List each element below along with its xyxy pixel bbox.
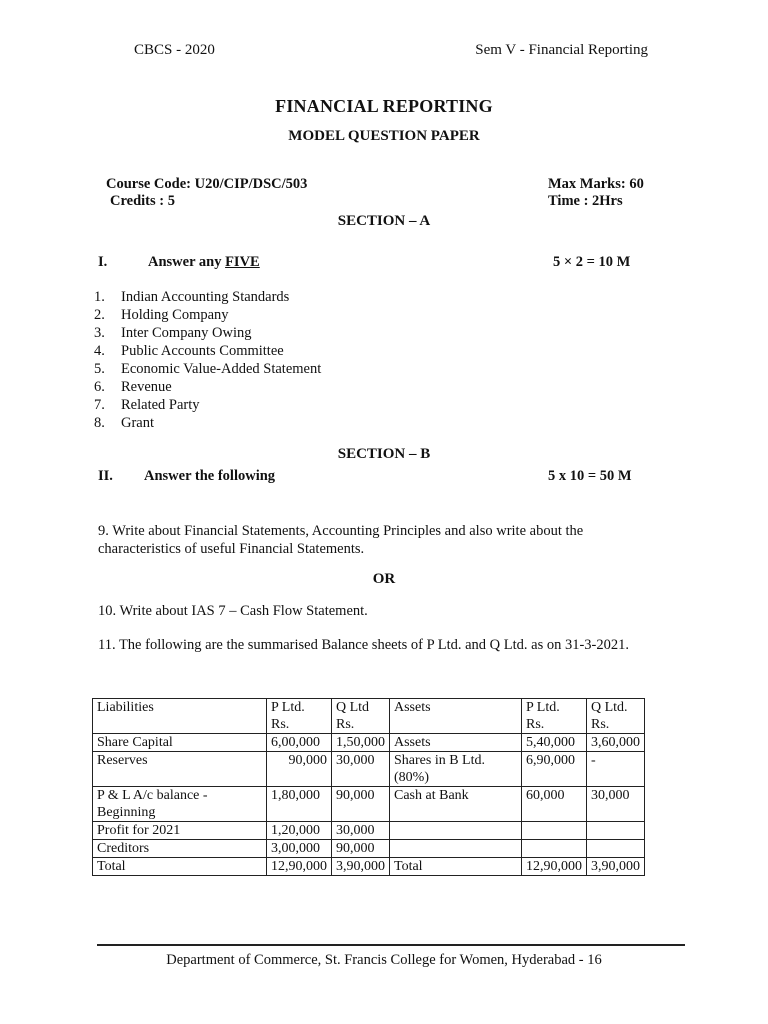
list-item-text: Grant [121,415,155,431]
header-right: Sem V - Financial Reporting [475,42,648,58]
table-cell: P & L A/c balance - Beginning [93,787,267,822]
table-cell: 3,90,000 [332,858,390,876]
table-cell: Profit for 2021 [93,822,267,840]
list-item-text: Economic Value-Added Statement [121,361,322,377]
table-cell: 5,40,000 [522,734,587,752]
instruction-emphasis: FIVE [225,254,260,270]
table-cell: 6,00,000 [267,734,332,752]
list-item-text: Related Party [121,397,200,413]
table-cell: Creditors [93,840,267,858]
table-cell: Assets [390,734,522,752]
table-row [93,840,645,858]
table-cell [587,822,645,840]
course-code: Course Code: U20/CIP/DSC/503 [106,176,308,192]
table-cell: Total [390,858,522,876]
question-number-1: I. [98,254,108,270]
max-marks: Max Marks: 60 [548,176,644,192]
list-item-number: 1. [94,289,105,305]
list-item-number: 7. [94,397,105,413]
footer-divider [97,944,685,946]
list-item-number: 8. [94,415,105,431]
list-item [94,342,321,360]
list-item-text: Inter Company Owing [121,325,252,341]
table-header-cell: Q Ltd Rs. [332,699,390,734]
table-cell: 3,00,000 [267,840,332,858]
list-item [94,288,321,306]
list-item [94,324,321,342]
table-cell [522,822,587,840]
list-item-number: 3. [94,325,105,341]
table-row [93,734,645,752]
paper-title: FINANCIAL REPORTING [275,96,493,116]
time-allowed: Time : 2Hrs [548,193,623,209]
table-cell: Reserves [93,752,267,787]
table-row [93,822,645,840]
table-header-row [93,699,645,734]
table-cell: 1,20,000 [267,822,332,840]
question-number-2: II. [98,468,113,484]
question-11: 11. The following are the summarised Balance sheets of P Ltd. and Q Ltd. as on 31-3-2021. [98,637,630,653]
list-item-text: Holding Company [121,307,229,323]
table-header-cell: P Ltd. Rs. [522,699,587,734]
instruction-prefix: Answer any [148,254,226,270]
table-cell [522,840,587,858]
list-item [94,360,321,378]
table-cell: 1,50,000 [332,734,390,752]
table-cell: 30,000 [332,752,390,787]
table-cell: 90,000 [332,840,390,858]
table-cell: Total [93,858,267,876]
table-row [93,787,645,822]
section-b-instruction: Answer the following [144,468,276,484]
footer-text: Department of Commerce, St. Francis College for Women, Hyderabad - 16 [166,952,602,968]
credits: Credits : 5 [110,193,175,209]
question-10: 10. Write about IAS 7 – Cash Flow Statement. [98,603,368,619]
section-b-marks: 5 x 10 = 50 M [548,468,632,484]
table-cell: 90,000 [267,752,332,787]
table-cell: 90,000 [332,787,390,822]
list-item-number: 6. [94,379,105,395]
table-cell: 3,90,000 [587,858,645,876]
short-answer-list [94,288,321,432]
table-cell [390,840,522,858]
table-cell: - [587,752,645,787]
list-item-text: Public Accounts Committee [121,343,284,359]
list-item-number: 2. [94,307,105,323]
question-9: 9. Write about Financial Statements, Accounting Principles and also write about the characteristics of useful Financial Statements. [98,523,584,557]
header-left: CBCS - 2020 [134,42,215,58]
table-header-cell: Q Ltd. Rs. [587,699,645,734]
table-cell: 30,000 [332,822,390,840]
list-item-number: 5. [94,361,105,377]
list-item [94,396,321,414]
section-a-instruction [148,254,260,271]
table-cell: 1,80,000 [267,787,332,822]
list-item-number: 4. [94,343,105,359]
list-item [94,378,321,396]
table-cell: 60,000 [522,787,587,822]
table-row [93,858,645,876]
table-cell: 3,60,000 [587,734,645,752]
table-cell: 6,90,000 [522,752,587,787]
table-cell: Share Capital [93,734,267,752]
list-item-text: Indian Accounting Standards [121,289,290,305]
table-cell: Shares in B Ltd. (80%) [390,752,522,787]
list-item [94,306,321,324]
table-cell [390,822,522,840]
list-item-text: Revenue [121,379,172,395]
section-b-heading: SECTION – B [337,446,431,462]
table-row [93,752,645,787]
table-header-cell: Assets [390,699,522,734]
section-a-heading: SECTION – A [337,213,431,229]
table-cell: 12,90,000 [522,858,587,876]
or-separator: OR [372,571,396,587]
table-cell [587,840,645,858]
table-header-cell: P Ltd. Rs. [267,699,332,734]
balance-sheet-table [92,698,645,876]
paper-subtitle: MODEL QUESTION PAPER [288,128,480,144]
table-header-cell: Liabilities [93,699,267,734]
section-a-marks: 5 × 2 = 10 M [553,254,631,270]
table-cell: Cash at Bank [390,787,522,822]
list-item [94,414,321,432]
table-cell: 30,000 [587,787,645,822]
table-cell: 12,90,000 [267,858,332,876]
